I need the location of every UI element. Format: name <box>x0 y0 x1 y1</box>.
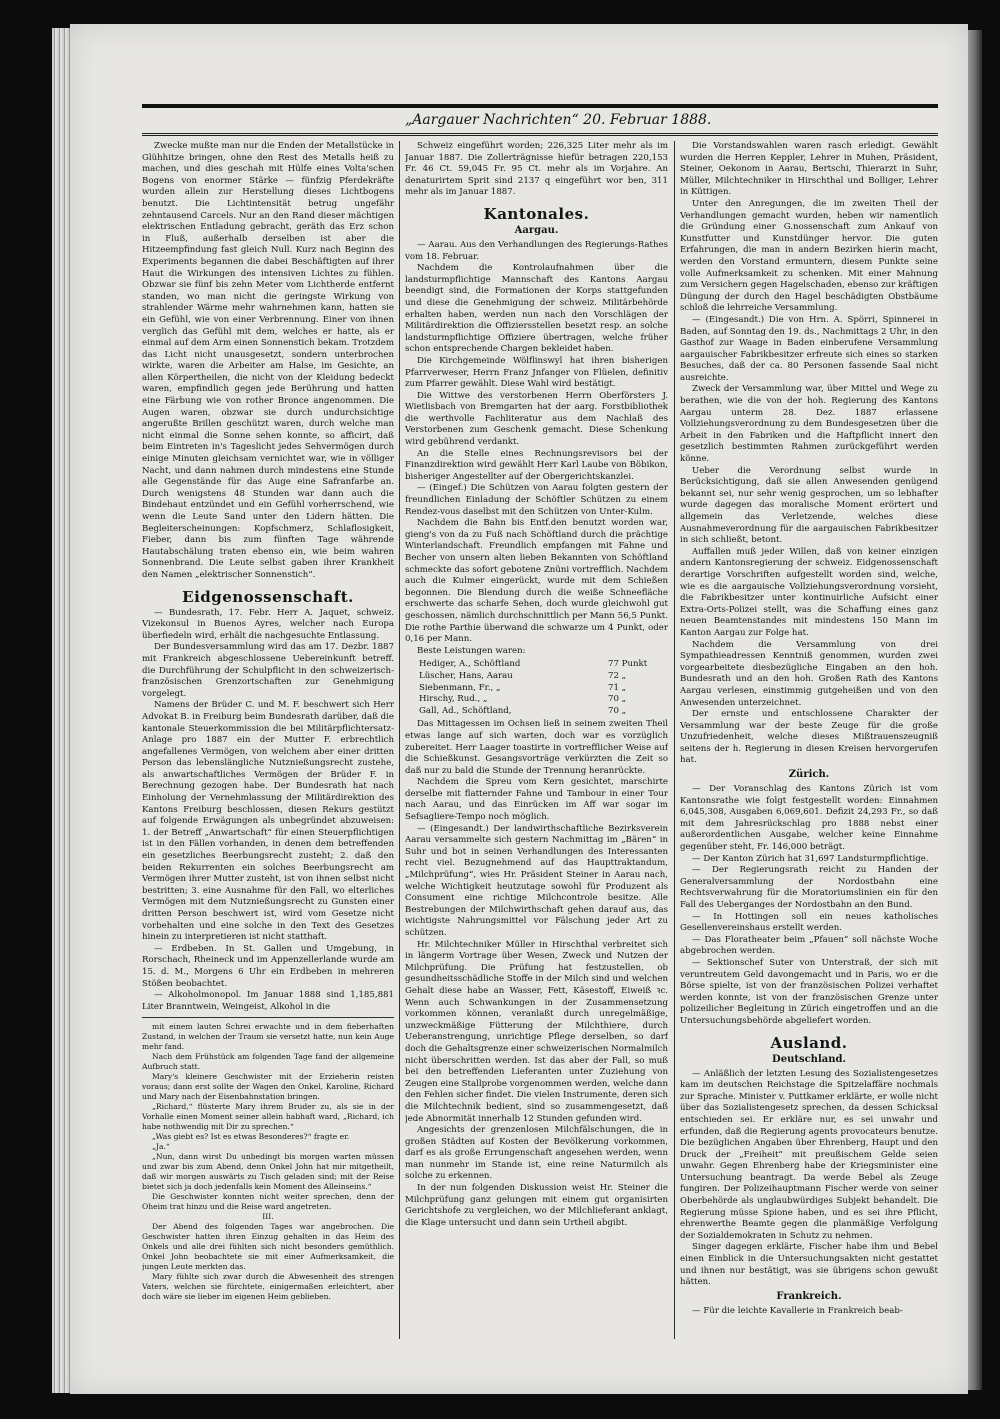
masthead-underline-2 <box>142 135 938 136</box>
article-paragraph: Nachdem die Versammlung von drei Sympathieadressen Kenntniß genommen, wurden zwei vorgearbeitete diesbezügliche Eingaben an den hoh. Bundesrath und an den hoh. Großen Rath des Kantons Aargau verlesen, einstimmig gutgeheißen und von den Anwesenden unterzeichnet. <box>680 639 938 708</box>
feuilleton-paragraph: Nach dem Frühstück am folgenden Tage fand der allgemeine Aufbruch statt. <box>142 1052 394 1072</box>
subheading-frankreich: Frankreich. <box>776 1290 842 1302</box>
feuilleton-paragraph: Der Abend des folgenden Tages war angebrochen. Die Geschwister hatten ihren Einzug gehalten in das Heim des Onkels und alle drei fühlten sich nicht besonders gemüthlich. Onkel John beobachtete sie mit einer Aufmerksamkeit, die jungen Leute merkten das. <box>142 1222 394 1272</box>
article-paragraph: Ueber die Verordnung selbst wurde in Berücksichtigung, daß sie allen Anwesenden genügend bekannt sei, nur sehr wenig gesprochen, um so lebhafter wurde dagegen das moralische Moment erörtert und allgemein das Verletzende, welches diese Ausnahmeverordnung für die aargauischen Fabrikbesitzer in sich schließt, betont. <box>680 465 938 546</box>
article-paragraph: Nachdem die Kontrolaufnahmen über die landsturmpflichtige Mannschaft des Kantons Aargau beendigt sind, die Formationen der Korps stattgefunden und diese die Genehmigung der schweiz. Militärbehörde erhalten haben, werden nun nach den Vorschlägen der Militärdirektion die Offiziersstellen besetzt resp. an solche landsturmpflichtige Offiziere übertragen, welche früher schon entsprechende Chargen bekleidet haben. <box>405 263 668 355</box>
result-row: Hirschy, Rud., „ 70 „ <box>419 694 627 705</box>
article-paragraph: Namens der Brüder C. und M. F. beschwert sich Herr Advokat B. in Freiburg beim Bundesrath darüber, daß die kantonale Steuerkommission die bei Militärpflichtersatz-Anlage pro 1887 ein der Mutter F. erbrechtlich angefallenes Vermögen, von welchem aber einer dritten Person das lebenslängliche Nutznießungsrecht zustehe, als anwartschaftliches Vermögen der Brüder F. in Berechnung gezogen habe. Der Bundesrath hat nach Einholung der Vernehmlassung der Militärdirektion des Kantons Freiburg beschlossen, diesen Rekurs gestützt auf folgende Erwägungen als unbegründet abzuweisen: 1. der Betreff „Anwartschaft“ für einen Steuerpflichtigen ist in den Fällen vorhanden, in denen dem betreffenden ein gesetzliches Beerbungsrecht zusteht; 2. daß den beiden Rekurrenten ein solches Beerbungsrecht am Vermögen ihrer Mutter zusteht, ist von ihnen selbst nicht bestritten; 3. eine Ausnahme für den Fall, wo elterliches Vermögen mit dem Nutznießungsrecht zu Gunsten einer dritten Person beschwert ist, wird vom Gesetze nicht vorbehalten und eine solche in den Text des Gesetzes hinein zu interpretieren ist nicht statthaft. <box>142 700 394 943</box>
shooting-results <box>419 659 668 717</box>
article-paragraph: — Für die leichte Kavallerie in Frankreich beab- <box>692 1305 903 1316</box>
feuilleton <box>142 1022 394 1302</box>
article-paragraph: Auffallen muß jeder Willen, daß von keiner einzigen andern Kantonsregierung der schweiz. Eidgenossenschaft derartige Vorschriften aufgestellt worden sind, welche, wie es die aargauische Vollziehungsverordnung vorsieht, die Fabrikbesitzer unter kontinuirliche Aufsicht einer Extra-Orts-Polizei stellt, was die Schaffung eines ganz neuen Beamtenstandes mit mindestens 150 Mann im Kanton Aargau zur Folge hat. <box>680 546 938 638</box>
column-divider-1 <box>399 141 400 1339</box>
article-paragraph: Nachdem die Bahn bis Entf.den benutzt worden war, gieng's von da zu Fuß nach Schöftland durch die prächtige Winterlandschaft. Freundlich empfangen mit Fahne und Becher von unsern alten lieben Bekannten von Schöftland schmeckte das sofort gebotene Znüni vortrefflich. Nachdem auch die Kulmer eingerückt, wurde mit dem Schießen begonnen. Die Blendung durch die weiße Schneefläche erschwerte das scharfe Sehen, doch wurde gleichwohl gut geschossen, nämlich durchschnittlich per Mann 56,5 Punkt. Die rothe Parthie überwand die schwarze um 4 Punkt, oder 0,16 per Mann. <box>405 518 668 645</box>
subheading-zuerich: Zürich. <box>788 769 830 781</box>
feuilleton-paragraph: „Nun, dann wirst Du unbedingt bis morgen warten müssen und zwar bis zum Abend, denn Onkel John hat mir mitgetheilt, daß wir morgen auswärts zu Tisch geladen sind; mit der Reise bietet sich ja doch jedenfalls kein Moment des Alleinseins.“ <box>142 1152 394 1192</box>
feuilleton-paragraph: „Ja.“ <box>152 1142 170 1152</box>
article-paragraph: Hr. Milchtechniker Müller in Hirschthal verbreitet sich in längerm Vortrage über Wesen, Zweck und Nutzen der Milchprüfung. Die Prüfung hat festzustellen, ob gesundheitsschädliche Stoffe in der Milch sind und welchen Gehalt diese habe an Wasser, Fett, Käsestoff, Eiweiß ꝛc. Wenn auch Schwankungen in der Zusammensetzung vorkommen können, veranlaßt durch unregelmäßige, unzweckmäßige Fütterung der Milchthiere, durch Ueberanstrengung, unrichtige Pflege derselben, so darf doch die Gehaltsgrenze einer schweizerischen Normalmilch nicht überschritten werden. Ist das aber der Fall, so muß bei den betreffenden Lieferanten unter Zuziehung von Zeugen eine Stallprobe vorgenommen werden, welche dann den Fehlen sicher findet. Die vielen Instrumente, deren sich die Milchtechnik bedient, sind so zusammengesetzt, daß jede Abnormität innerhalb 12 Stunden gefunden wird. <box>405 939 668 1124</box>
feuilleton-divider <box>142 1017 394 1018</box>
result-row: Siebenmann, Fr., „ 71 „ <box>419 682 627 693</box>
article-paragraph: Angesichts der grenzenlosen Milchfälschungen, die in großen Städten auf Kosten der Bevölkerung vorkommen, darf es als große Errungenschaft angesehen werden, wenn man nunmehr im Stande ist, eine reine Naturmilch als solche zu erkennen. <box>405 1125 668 1182</box>
header-rule <box>142 104 938 108</box>
article-paragraph: Singer dagegen erklärte, Fischer habe ihm und Bebel einen Einblick in die Untersuchungsakten nicht gestattet und ihnen nur bestätigt, was sie übrigens schon gewußt hätten. <box>680 1242 938 1288</box>
feuilleton-paragraph: Die Geschwister konnten nicht weiter sprechen, denn der Oheim trat hinzu und die Reise ward angetreten. <box>142 1192 394 1212</box>
section-heading-ausland: Ausland. <box>770 1033 848 1052</box>
masthead: „Aargauer Nachrichten“ 20. Februar 1888. <box>405 112 712 128</box>
article-paragraph: — Aarau. Aus den Verhandlungen des Regierungs-Rathes vom 18. Februar. <box>405 239 668 262</box>
article-paragraph: Schweiz eingeführt worden; 226,325 Liter mehr als im Januar 1887. Die Zollerträgnisse hiefür betragen 220,153 Fr. 46 Ct. 59,045 Fr. 95 Ct. mehr als im Vorjahre. An denaturirtem Sprit sind 2137 q eingeführt wor ben, 311 mehr als im Januar 1887. <box>405 141 668 198</box>
article-paragraph: An die Stelle eines Rechnungsrevisors bei der Finanzdirektion wird gewählt Herr Karl Laube von Böbikon, bisheriger Angestellter auf der Obergerichtskanzlei. <box>405 448 668 482</box>
article-paragraph: Die Kirchgemeinde Wölflinswyl hat ihren bisherigen Pfarrverweser, Herrn Franz Jnfanger von Flüelen, definitiv zum Pfarrer gewählt. Diese Wahl wird bestätigt. <box>405 355 668 390</box>
page-stack-left <box>52 28 72 1393</box>
article-paragraph: In der nun folgenden Diskussion weist Hr. Steiner die Milchprüfung ganz gelungen mit einem gut organisirten Gerichtshofe zu vergleichen, wo der Milchlieferant anklagt, die Klage untersucht und dann sein Urtheil abgibt. <box>405 1183 668 1228</box>
section-heading-eidgenossenschaft: Eidgenossenschaft. <box>182 587 354 606</box>
column-3 <box>680 141 938 1339</box>
result-row: Hediger, A., Schöftland 77 Punkt <box>419 659 648 670</box>
section-heading-kantonales: Kantonales. <box>483 204 590 223</box>
article-paragraph: — Der Kanton Zürich hat 31,697 Landsturmpflichtige. <box>692 853 929 864</box>
article-paragraph: — (Eingesandt.) Der landwirthschaftliche Bezirksverein Aarau versammelte sich gestern Nachmittag im „Bären“ in Suhr und bot in seinen Verhandlungen des Interessanten recht viel. Bezugnehmend auf das Haupttraktandum, „Milchprüfung“, wies Hr. Präsident Steiner in Aarau nach, welche Wichtigkeit heutzutage sowohl für Produzent als Consument eine richtige Milchcontrole besitze. Alle Bestrebungen der Milchwirthschaft gehen darauf aus, das wichtigste Nahrungsmittel vor Fälschung jeder Art zu schützen. <box>405 823 668 938</box>
feuilleton-chapter-number: III. <box>262 1212 274 1222</box>
column-2 <box>405 141 668 1339</box>
article-paragraph: — Alkoholmonopol. Im Januar 1888 sind 1,185,881 Liter Branntwein, Weingeist, Alkohol in die <box>142 990 394 1012</box>
result-row: Lüscher, Hans, Aarau 72 „ <box>419 670 627 681</box>
article-paragraph: Der Bundesversammlung wird das am 17. Dezbr. 1887 mit Frankreich abgeschlossene Uebereinkunft betreff. die Durchführung der Schulpflicht in den schweizerisch-französischen Grenzortschaften zur Genehmigung vorgelegt. <box>142 642 394 699</box>
article-paragraph: — Das Floratheater beim „Pfauen“ soll nächste Woche abgebrochen werden. <box>680 934 938 957</box>
masthead-underline <box>142 133 938 134</box>
article-paragraph: Unter den Anregungen, die im zweiten Theil der Verhandlungen gemacht wurden, heben wir namentlich die Gründung einer G.nossenschaft zum Ankauf von Kunstfutter und Kunstdünger hervor. Die guten Erfahrungen, die man in andern Bezirken hierin macht, werden den Vorstand ermuntern, diesem Punkte seine volle Aufmerksamkeit zu schenken. Mit einer Mahnung zum Versichern gegen Hagelschaden, ebenso zur kräftigen Düngung der durch den Hagel beschädigten Obstbäume schloß die lehrreiche Versammlung. <box>680 198 938 314</box>
article-paragraph: Zweck der Versammlung war, über Mittel und Wege zu berathen, wie die von der hoh. Regierung des Kantons Aargau unterm 28. Dez. 1887 erlassene Vollziehungsverordnung zu dem Bundesgesetzen über die Arbeit in den Fabriken und die Haftpflicht innert den gesetzlich bestimmten Rahmen zurückgeführt werden könne. <box>680 384 938 465</box>
article-paragraph: — (Eingef.) Die Schützen von Aarau folgten gestern der freundlichen Einladung der Schöftler Schützen zu einem Rendez-vous daselbst mit den Schützen von Unter-Kulm. <box>405 483 668 517</box>
article-paragraph: Nachdem die Spreu vom Kern gesichtet, marschirte derselbe mit flatternder Fahne und Tambour in einer Tour nach Aarau, und das Einrücken im Aff war sogar im Sefsagliere-Tempo noch möglich. <box>405 777 668 823</box>
article-paragraph: — (Eingesandt.) Die von Hrn. A. Spörri, Spinnerei in Baden, auf Sonntag den 19. ds., Nachmittags 2 Uhr, in den Gasthof zur Waage in Baden einberufene Versammlung aargauischer Fabrikbesitzer erfreute sich eines so starken Besuches, daß der ca. 80 Personen fassende Saal nicht ausreichte. <box>680 314 938 383</box>
article-paragraph: Das Mittagessen im Ochsen ließ in seinem zweiten Theil etwas lange auf sich warten, doch war es vorzüglich zubereitet. Herr Laager toastirte in vortrefflicher Weise auf die Schießkunst. Gesangsvorträge verkürzten die Zeit so daß nur zu bald die Stunde der Trennung heranrückte. <box>405 719 668 776</box>
column-divider-2 <box>674 141 675 1339</box>
article-paragraph: Die Vorstandswahlen waren rasch erledigt. Gewählt wurden die Herren Keppler, Lehrer in Muhen, Präsident, Steiner, Oekonom in Aarau, Bertschi, Thierarzt in Suhr, Müller, Milchtechniker in Hirschthal und Bolliger, Lehrer in Küttigen. <box>680 141 938 198</box>
article-paragraph: — Erdbeben. In St. Gallen und Umgebung, in Rorschach, Rheineck und im Appenzellerlande wurde am 15. d. M., Morgens 6 Uhr ein Erdbeben in mehreren Stößen beobachtet. <box>142 943 394 989</box>
article-paragraph: Zwecke mußte man nur die Enden der Metallstücke in Glühhitze bringen, ohne den Rest des Metalls heiß zu machen, und dies geschah mit Hülfe eines Volta'schen Bogens von enormer Stärke — fünfzig Pferdekräfte wurden allein zur Herstellung dieses Lichtbogens benutzt. Die Lichtintensität betrug ungefähr zehntausend Carcels. Nur an den Rand dieser mächtigen elektrischen Entladung gebracht, geräth das Erz schon in Fluß, außerhalb derselben ist aber die Hitzeempfindung fast gleich Null. Kurz nach Beginn des Experiments begannen die dabei Beschäftigten auf ihrer Haut die Wirkungen des intensiven Lichtes zu fühlen. Obzwar sie fünf bis zehn Meter vom Lichtherde entfernt standen, wo man nicht die geringste Wirkung von strahlender Wärme mehr wahrnehmen kann, hatten sie ein Gefühl, wie von einer Verbrennung. Einer von ihnen verglich das Gefühl mit dem, welches er hatte, als er einmal auf dem Arm einen Sonnenstich bekam. Trotzdem das Licht nicht unausgesetzt, sondern unterbrochen wirkte, waren die Arbeiter am Halse, im Gesichte, an allen Körpertheilen, die nicht von der Kleidung bedeckt waren, empfindlich gegen jede Berührung und hatten eine Färbung wie von rother Bronce angenommen. Die Augen waren, obzwar sie durch undurchsichtige angerußte Brillen geschützt waren, durch welche man nicht einmal die Sonne sehen konnte, so afficirt, daß beim Eintreten in's Tageslicht jedes Sehvermögen durch einige Minuten gleichsam vernichtet war, wie in völliger Nacht, und dann nahmen durch mindestens eine Stunde alle Gegenstände für das Auge eine Safranfarbe an. Durch wenigstens 48 Stunden war dann auch die Bindehaut entzündet und ein Gefühl vorherrschend, wie wenn die Leute Sand unter den Lidern hätten. Die Begleiterscheinungen: Kopfschmerz, Schlaflosigkeit, Fieber, dann bis zum fünften Tage währende Hautabschälung traten ebenso ein, wie beim wahren Sonnenbrand. Die Leute selbst gaben ihrer Krankheit den Namen „elektrischer Sonnenstich“. <box>142 141 394 580</box>
feuilleton-paragraph: „Was giebt es? Ist es etwas Besonderes?“ fragte er. <box>152 1132 350 1142</box>
article-paragraph: — Sektionschef Suter von Unterstraß, der sich mit veruntreutem Geld davongemacht und in Paris, wo er die Börse spielte, ist von der französischen Polizei verhaftet werden konnte, ist von der französischen Grenze unter polizeilicher Begleitung in Zürich eingetroffen und an die Untersuchungsbehörde abgeliefert worden. <box>680 957 938 1026</box>
result-row: Gall, Ad., Schöftland, 70 „ <box>419 705 627 716</box>
feuilleton-paragraph: „Richard,“ flüsterte Mary ihrem Bruder zu, als sie in der Vorhalle einen Moment seiner allein habhaft ward, „Richard, ich habe nothwendig mit Dir zu sprechen.“ <box>142 1102 394 1132</box>
article-paragraph: — Bundesrath, 17. Febr. Herr A. Jaquet, schweiz. Vizekonsul in Buenos Ayres, welcher nach Europa überfiedeln wird, erhält die nachgesuchte Entlassung. <box>142 607 394 641</box>
feuilleton-paragraph: Mary's kleinere Geschwister mit der Erzieherin reisten voraus; dann erst sollte der Wagen den Onkel, Karoline, Richard und Mary nach der Eisenbahnstation bringen. <box>142 1072 394 1102</box>
article-paragraph: — Der Voranschlag des Kantons Zürich ist vom Kantonsrathe wie folgt festgestellt worden: Einnahmen 6,045,308, Ausgaben 6,069,601. Defizit 24,293 Fr., so daß mit dem Jahresrückschlag pro 1888 nebst einer außerordentlichen Ausgabe, welcher keine Einnahme gegenüber steht, Fr. 146,000 beträgt. <box>680 784 938 853</box>
article-paragraph: Der ernste und entschlossene Charakter der Versammlung war der beste Zeuge für die große Unzufriedenheit, welche dieses Mißtrauenszeugniß seitens der h. Regierung in diesen Kreisen hervorgerufen hat. <box>680 709 938 766</box>
article-paragraph: — Anläßlich der letzten Lesung des Sozialistengesetzes kam im deutschen Reichstage die Spitzelaffäre nochmals zur Sprache. Minister v. Puttkamer erklärte, er wolle nicht über das Sozialistengesetz sprechen, da dessen Schicksal entschieden sei. Er erkläre nur, es sei unwahr und erfunden, daß die Regierung agents provocateurs benutze. Die bezüglichen Angaben über Ehrenberg, Haupt und den Druck der „Freiheit“ mit preußischem Gelde seien unwahr. Gegen Ehrenberg habe der Kriegsminister eine Untersuchung beantragt. Da werde Bebel als Zeuge fungiren. Der Polizeihauptmann Fischer werde von seiner Oberbehörde als unglaubwürdiges Subjekt behandelt. Die Regierung müsse Spione haben, und es sei ihre Pflicht, ehrenwerthe Beamte gegen die planmäßige Verfolgung der Sozialdemokraten in Schutz zu nehmen. <box>680 1068 938 1241</box>
feuilleton-paragraph: mit einem lauten Schrei erwachte und in dem fieberhaften Zustand, in welchen der Traum sie versetzt hatte, nun kein Auge mehr fand. <box>142 1022 394 1052</box>
article-paragraph: — Der Regierungsrath reicht zu Handen der Generalversammlung der Nordostbahn eine Rechtsverwahrung für die Moratoriumslinien ein für den Fall des Ueberganges der Nordostbahn an den Bund. <box>680 865 938 910</box>
subheading-aargau: Aargau. <box>514 224 559 236</box>
feuilleton-paragraph: Mary fühlte sich zwar durch die Abwesenheit des strengen Vaters, welchen sie fürchtete, einigermaßen erleichtert, aber doch wäre sie lieber im eigenen Heim geblieben. <box>142 1272 394 1302</box>
article-paragraph: Die Wittwe des verstorbenen Herrn Oberförsters J. Wietlisbach von Bremgarten hat der aarg. Forstbibliothek die werthvolle Fachliteratur aus dem Nachlaß des Verstorbenen zum Geschenk gemacht. Diese Schenkung wird gebührend verdankt. <box>405 390 668 448</box>
article-paragraph: — In Hottingen soll ein neues katholisches Gesellenvereinshaus erstellt werden. <box>680 911 938 934</box>
article-paragraph: Beste Leistungen waren: <box>417 645 526 656</box>
subheading-deutschland: Deutschland. <box>772 1053 846 1065</box>
column-1 <box>142 141 394 1339</box>
